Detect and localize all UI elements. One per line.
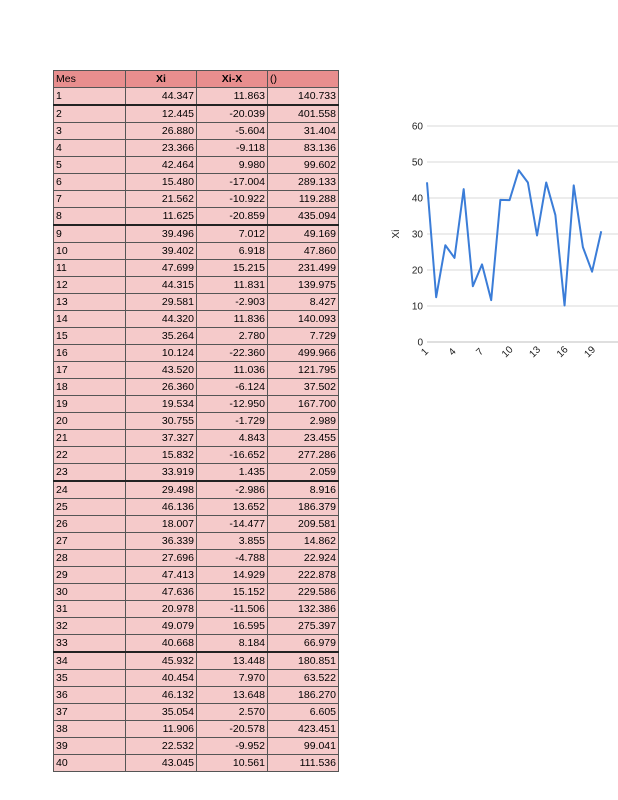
x-tick-label: 16 [554, 344, 571, 361]
table-row [54, 140, 339, 157]
table-row [54, 88, 339, 106]
cell-squared[interactable]: 139.975 [268, 277, 339, 294]
cell-mes[interactable]: 25 [54, 499, 126, 516]
cell-squared[interactable]: 99.602 [268, 157, 339, 174]
cell-mes[interactable]: 39 [54, 738, 126, 755]
x-tick-label: 4 [446, 346, 459, 359]
cell-xi[interactable]: 11.906 [126, 721, 197, 738]
cell-squared[interactable]: 22.924 [268, 550, 339, 567]
table-row [54, 294, 339, 311]
table-row [54, 311, 339, 328]
cell-xi[interactable]: 43.520 [126, 362, 197, 379]
cell-xi-minus-x[interactable]: -5.604 [197, 123, 268, 140]
cell-mes[interactable]: 21 [54, 430, 126, 447]
cell-mes[interactable]: 33 [54, 635, 126, 653]
x-tick-label: 7 [474, 346, 487, 359]
cell-xi-minus-x[interactable]: 13.648 [197, 687, 268, 704]
table-row [54, 191, 339, 208]
cell-squared[interactable]: 121.795 [268, 362, 339, 379]
table-row [54, 345, 339, 362]
cell-xi[interactable]: 39.402 [126, 243, 197, 260]
cell-mes[interactable]: 37 [54, 704, 126, 721]
cell-xi-minus-x[interactable]: 13.448 [197, 652, 268, 670]
cell-xi[interactable]: 36.339 [126, 533, 197, 550]
table-row [54, 687, 339, 704]
cell-mes[interactable]: 24 [54, 481, 126, 499]
table-row [54, 208, 339, 226]
cell-xi-minus-x[interactable]: -17.004 [197, 174, 268, 191]
y-tick-label: 30 [411, 229, 423, 241]
cell-squared[interactable]: 119.288 [268, 191, 339, 208]
cell-xi-minus-x[interactable]: -9.952 [197, 738, 268, 755]
cell-squared[interactable]: 6.605 [268, 704, 339, 721]
cell-xi-minus-x[interactable]: -20.859 [197, 208, 268, 226]
cell-xi[interactable]: 26.360 [126, 379, 197, 396]
cell-squared[interactable]: 132.386 [268, 601, 339, 618]
cell-xi-minus-x[interactable]: -10.922 [197, 191, 268, 208]
table-row [54, 123, 339, 140]
cell-xi[interactable]: 46.132 [126, 687, 197, 704]
cell-xi-minus-x[interactable]: 6.918 [197, 243, 268, 260]
header-squared[interactable]: () [268, 71, 339, 88]
cell-mes[interactable]: 26 [54, 516, 126, 533]
cell-squared[interactable]: 186.270 [268, 687, 339, 704]
cell-mes[interactable]: 38 [54, 721, 126, 738]
cell-xi[interactable]: 30.755 [126, 413, 197, 430]
table-row [54, 721, 339, 738]
table-row [54, 362, 339, 379]
y-tick-label: 20 [411, 265, 423, 277]
cell-xi-minus-x[interactable]: 16.595 [197, 618, 268, 635]
table-row [54, 277, 339, 294]
cell-mes[interactable]: 19 [54, 396, 126, 413]
cell-xi-minus-x[interactable]: 14.929 [197, 567, 268, 584]
table-row [54, 225, 339, 243]
cell-mes[interactable]: 13 [54, 294, 126, 311]
y-tick-label: 10 [411, 301, 423, 313]
cell-xi[interactable]: 46.136 [126, 499, 197, 516]
cell-xi[interactable]: 26.880 [126, 123, 197, 140]
cell-xi[interactable]: 15.832 [126, 447, 197, 464]
cell-xi[interactable]: 20.978 [126, 601, 197, 618]
table-row [54, 601, 339, 618]
table-row [54, 635, 339, 653]
table-row [54, 447, 339, 464]
table-row [54, 652, 339, 670]
cell-squared[interactable]: 423.451 [268, 721, 339, 738]
table-row [54, 464, 339, 482]
table-row [54, 157, 339, 174]
table-row [54, 379, 339, 396]
cell-xi[interactable]: 47.699 [126, 260, 197, 277]
x-tick-label: 13 [527, 344, 544, 361]
cell-xi[interactable]: 33.919 [126, 464, 197, 482]
cell-mes[interactable]: 3 [54, 123, 126, 140]
cell-xi[interactable]: 44.347 [126, 88, 197, 106]
cell-xi-minus-x[interactable]: 11.836 [197, 311, 268, 328]
table-row [54, 618, 339, 635]
cell-mes[interactable]: 1 [54, 88, 126, 106]
cell-mes[interactable]: 23 [54, 464, 126, 482]
cell-mes[interactable]: 11 [54, 260, 126, 277]
cell-squared[interactable]: 7.729 [268, 328, 339, 345]
xi-line-chart [385, 118, 618, 368]
cell-squared[interactable]: 2.059 [268, 464, 339, 482]
cell-mes[interactable]: 30 [54, 584, 126, 601]
cell-xi-minus-x[interactable]: 11.863 [197, 88, 268, 106]
cell-mes[interactable]: 15 [54, 328, 126, 345]
cell-squared[interactable]: 31.404 [268, 123, 339, 140]
cell-xi-minus-x[interactable]: 11.831 [197, 277, 268, 294]
data-table [53, 70, 339, 772]
cell-xi[interactable]: 15.480 [126, 174, 197, 191]
cell-xi-minus-x[interactable]: -14.477 [197, 516, 268, 533]
cell-squared[interactable]: 229.586 [268, 584, 339, 601]
cell-mes[interactable]: 6 [54, 174, 126, 191]
table-row [54, 704, 339, 721]
cell-squared[interactable]: 180.851 [268, 652, 339, 670]
cell-xi-minus-x[interactable]: 13.652 [197, 499, 268, 516]
cell-mes[interactable]: 12 [54, 277, 126, 294]
cell-xi-minus-x[interactable]: -20.039 [197, 105, 268, 123]
cell-squared[interactable]: 99.041 [268, 738, 339, 755]
cell-xi[interactable]: 49.079 [126, 618, 197, 635]
cell-xi-minus-x[interactable]: -12.950 [197, 396, 268, 413]
cell-xi[interactable]: 18.007 [126, 516, 197, 533]
cell-xi[interactable]: 45.932 [126, 652, 197, 670]
cell-mes[interactable]: 40 [54, 755, 126, 772]
cell-xi[interactable]: 21.562 [126, 191, 197, 208]
table-body [54, 88, 339, 772]
x-tick-label: 1 [419, 346, 432, 359]
cell-xi-minus-x[interactable]: -11.506 [197, 601, 268, 618]
cell-squared[interactable]: 222.878 [268, 567, 339, 584]
cell-xi-minus-x[interactable]: 10.561 [197, 755, 268, 772]
cell-xi[interactable]: 44.320 [126, 311, 197, 328]
cell-squared[interactable]: 37.502 [268, 379, 339, 396]
header-row [54, 71, 339, 88]
cell-squared[interactable]: 8.427 [268, 294, 339, 311]
header-xi-minus-x[interactable]: Xi-X [197, 71, 268, 88]
cell-mes[interactable]: 5 [54, 157, 126, 174]
cell-mes[interactable]: 35 [54, 670, 126, 687]
cell-xi[interactable]: 42.464 [126, 157, 197, 174]
cell-xi[interactable]: 29.498 [126, 481, 197, 499]
cell-mes[interactable]: 28 [54, 550, 126, 567]
cell-mes[interactable]: 14 [54, 311, 126, 328]
cell-xi[interactable]: 11.625 [126, 208, 197, 226]
table-row [54, 550, 339, 567]
cell-xi[interactable]: 23.366 [126, 140, 197, 157]
cell-xi[interactable]: 40.668 [126, 635, 197, 653]
cell-xi-minus-x[interactable]: 7.970 [197, 670, 268, 687]
series-line [427, 170, 601, 305]
cell-xi[interactable]: 39.496 [126, 225, 197, 243]
cell-xi[interactable]: 44.315 [126, 277, 197, 294]
table-row [54, 738, 339, 755]
cell-mes[interactable]: 34 [54, 652, 126, 670]
cell-xi-minus-x[interactable]: 9.980 [197, 157, 268, 174]
cell-squared[interactable]: 140.733 [268, 88, 339, 106]
cell-squared[interactable]: 49.169 [268, 225, 339, 243]
table-row [54, 413, 339, 430]
cell-squared[interactable]: 289.133 [268, 174, 339, 191]
cell-squared[interactable]: 401.558 [268, 105, 339, 123]
cell-xi[interactable]: 22.532 [126, 738, 197, 755]
cell-mes[interactable]: 36 [54, 687, 126, 704]
cell-xi[interactable]: 47.413 [126, 567, 197, 584]
cell-xi[interactable]: 43.045 [126, 755, 197, 772]
cell-xi-minus-x[interactable]: 15.152 [197, 584, 268, 601]
cell-xi[interactable]: 12.445 [126, 105, 197, 123]
table-row [54, 567, 339, 584]
cell-xi-minus-x[interactable]: 2.780 [197, 328, 268, 345]
cell-xi-minus-x[interactable]: -16.652 [197, 447, 268, 464]
cell-xi[interactable]: 10.124 [126, 345, 197, 362]
cell-mes[interactable]: 29 [54, 567, 126, 584]
y-axis-label: Xi [391, 229, 402, 239]
table-row [54, 396, 339, 413]
cell-squared[interactable]: 8.916 [268, 481, 339, 499]
cell-squared[interactable]: 2.989 [268, 413, 339, 430]
cell-squared[interactable]: 47.860 [268, 243, 339, 260]
cell-xi-minus-x[interactable]: 15.215 [197, 260, 268, 277]
cell-mes[interactable]: 16 [54, 345, 126, 362]
cell-xi[interactable]: 35.264 [126, 328, 197, 345]
cell-squared[interactable]: 186.379 [268, 499, 339, 516]
cell-squared[interactable]: 499.966 [268, 345, 339, 362]
cell-squared[interactable]: 63.522 [268, 670, 339, 687]
table-row [54, 481, 339, 499]
cell-mes[interactable]: 18 [54, 379, 126, 396]
x-tick-label: 19 [582, 344, 599, 361]
cell-mes[interactable]: 10 [54, 243, 126, 260]
table-row [54, 584, 339, 601]
cell-mes[interactable]: 22 [54, 447, 126, 464]
cell-squared[interactable]: 275.397 [268, 618, 339, 635]
header-xi[interactable]: Xi [126, 71, 197, 88]
cell-squared[interactable]: 83.136 [268, 140, 339, 157]
cell-xi-minus-x[interactable]: -4.788 [197, 550, 268, 567]
cell-xi[interactable]: 47.636 [126, 584, 197, 601]
cell-xi-minus-x[interactable]: 2.570 [197, 704, 268, 721]
cell-mes[interactable]: 4 [54, 140, 126, 157]
cell-xi-minus-x[interactable]: 1.435 [197, 464, 268, 482]
cell-xi[interactable]: 35.054 [126, 704, 197, 721]
cell-xi-minus-x[interactable]: -1.729 [197, 413, 268, 430]
cell-squared[interactable]: 23.455 [268, 430, 339, 447]
cell-squared[interactable]: 435.094 [268, 208, 339, 226]
cell-xi-minus-x[interactable]: 3.855 [197, 533, 268, 550]
x-tick-label: 10 [499, 344, 516, 361]
table-row [54, 260, 339, 277]
y-tick-label: 0 [417, 337, 423, 349]
cell-xi[interactable]: 40.454 [126, 670, 197, 687]
cell-squared[interactable]: 277.286 [268, 447, 339, 464]
cell-mes[interactable]: 2 [54, 105, 126, 123]
cell-squared[interactable]: 209.581 [268, 516, 339, 533]
cell-squared[interactable]: 14.862 [268, 533, 339, 550]
cell-xi-minus-x[interactable]: 4.843 [197, 430, 268, 447]
cell-xi-minus-x[interactable]: -2.986 [197, 481, 268, 499]
cell-xi[interactable]: 19.534 [126, 396, 197, 413]
cell-xi-minus-x[interactable]: -2.903 [197, 294, 268, 311]
cell-xi-minus-x[interactable]: 8.184 [197, 635, 268, 653]
cell-mes[interactable]: 17 [54, 362, 126, 379]
table-row [54, 755, 339, 772]
cell-squared[interactable]: 231.499 [268, 260, 339, 277]
cell-xi[interactable]: 29.581 [126, 294, 197, 311]
cell-squared[interactable]: 167.700 [268, 396, 339, 413]
cell-xi-minus-x[interactable]: 7.012 [197, 225, 268, 243]
y-tick-label: 60 [411, 121, 423, 133]
cell-mes[interactable]: 20 [54, 413, 126, 430]
header-mes[interactable]: Mes [54, 71, 126, 88]
cell-mes[interactable]: 32 [54, 618, 126, 635]
table-row [54, 328, 339, 345]
cell-squared[interactable]: 111.536 [268, 755, 339, 772]
cell-xi-minus-x[interactable]: -22.360 [197, 345, 268, 362]
cell-xi[interactable]: 37.327 [126, 430, 197, 447]
cell-xi-minus-x[interactable]: -6.124 [197, 379, 268, 396]
cell-squared[interactable]: 66.979 [268, 635, 339, 653]
cell-squared[interactable]: 140.093 [268, 311, 339, 328]
cell-mes[interactable]: 27 [54, 533, 126, 550]
table-row [54, 174, 339, 191]
cell-xi[interactable]: 27.696 [126, 550, 197, 567]
cell-mes[interactable]: 7 [54, 191, 126, 208]
table-row [54, 105, 339, 123]
table-row [54, 499, 339, 516]
y-tick-label: 50 [411, 157, 423, 169]
table-row [54, 670, 339, 687]
table-row [54, 430, 339, 447]
cell-mes[interactable]: 8 [54, 208, 126, 226]
cell-mes[interactable]: 31 [54, 601, 126, 618]
table-row [54, 533, 339, 550]
y-tick-label: 40 [411, 193, 423, 205]
cell-xi-minus-x[interactable]: -20.578 [197, 721, 268, 738]
table-row [54, 243, 339, 260]
cell-mes[interactable]: 9 [54, 225, 126, 243]
cell-xi-minus-x[interactable]: 11.036 [197, 362, 268, 379]
cell-xi-minus-x[interactable]: -9.118 [197, 140, 268, 157]
table-row [54, 516, 339, 533]
